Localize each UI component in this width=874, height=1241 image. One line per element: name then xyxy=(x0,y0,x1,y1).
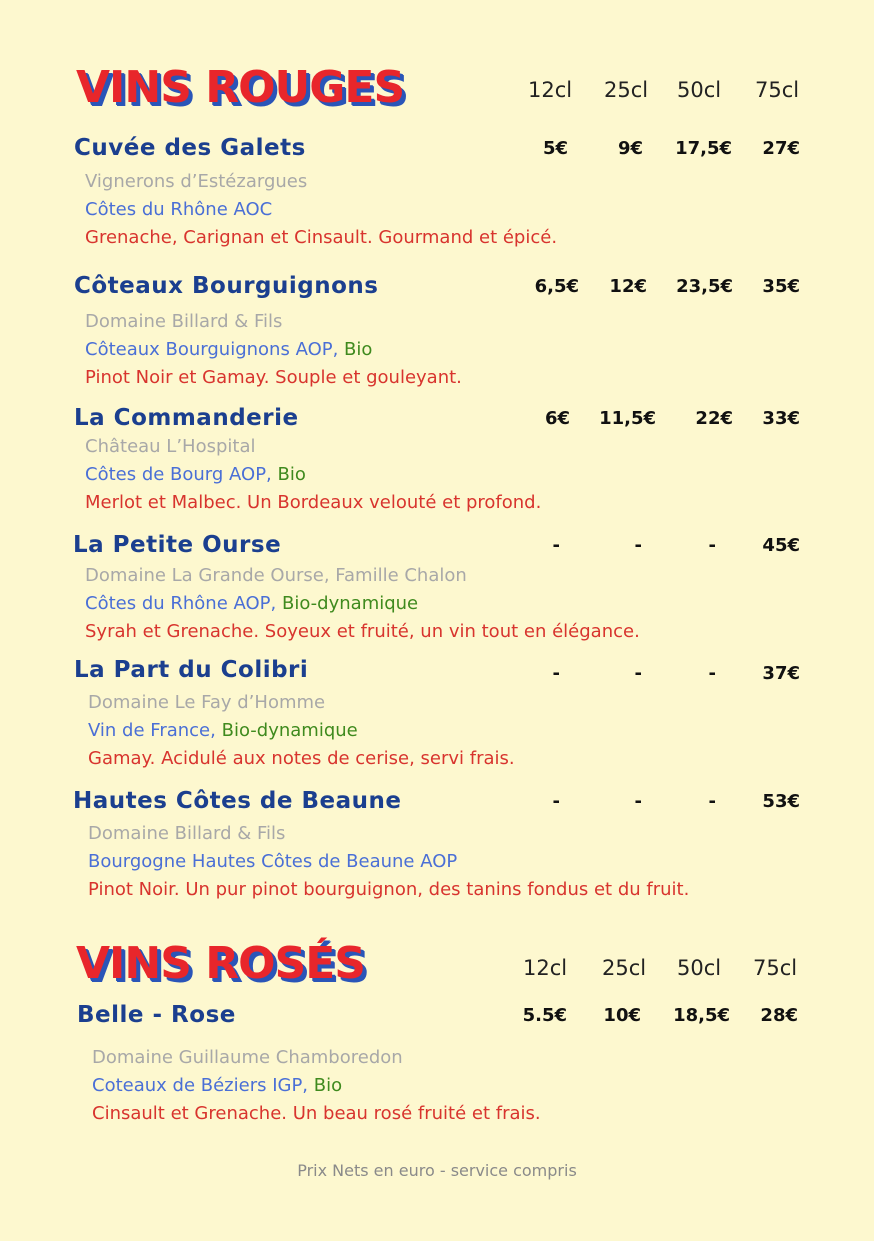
price-75cl: 33€ xyxy=(762,408,800,429)
wine-bio-label: Bio xyxy=(277,464,306,485)
wine-appellation-line xyxy=(85,199,272,220)
price-50cl: 22€ xyxy=(695,408,733,429)
wine-appellation: Côtes du Rhône AOC xyxy=(85,199,273,220)
price-12cl: 5.5€ xyxy=(522,1005,567,1026)
wine-name: Cuvée des Galets xyxy=(74,135,306,161)
price-75cl: 28€ xyxy=(760,1005,798,1026)
wine-name: Hautes Côtes de Beaune xyxy=(73,788,402,814)
wine-grapes: Merlot et Malbec. Un Bordeaux velouté et profond. xyxy=(85,492,542,513)
wine-domain: Domaine Billard & Fils xyxy=(85,311,283,332)
price-50cl: - xyxy=(708,535,716,556)
wine-domain: Domaine Guillaume Chamboredon xyxy=(92,1047,403,1068)
price-12cl: 6€ xyxy=(544,408,570,429)
wine-name: Belle - Rose xyxy=(77,1002,236,1028)
price-25cl: 11,5€ xyxy=(599,408,656,429)
wine-name: La Petite Ourse xyxy=(73,532,282,558)
wine-appellation: Vin de France, xyxy=(88,720,216,741)
wine-grapes: Pinot Noir et Gamay. Souple et gouleyant. xyxy=(85,367,462,388)
wine-bio-label: Bio xyxy=(344,339,373,360)
price-25cl: - xyxy=(634,663,642,684)
size-header-25cl: 25cl xyxy=(602,956,647,980)
wine-bio-label: Bio xyxy=(313,1075,343,1096)
wine-domain: Domaine Billard & Fils xyxy=(88,823,286,844)
size-header-75cl: 75cl xyxy=(755,78,800,102)
price-12cl: 5€ xyxy=(542,138,568,159)
wine-name: La Part du Colibri xyxy=(74,657,309,683)
wine-appellation-line xyxy=(92,1075,342,1096)
wine-grapes: Grenache, Carignan et Cinsault. Gourmand et épicé. xyxy=(85,227,558,248)
size-header-75cl: 75cl xyxy=(753,956,798,980)
size-header-12cl: 12cl xyxy=(523,956,568,980)
wine-appellation-line xyxy=(88,720,358,741)
price-75cl: 45€ xyxy=(762,535,800,556)
size-header-50cl: 50cl xyxy=(677,956,722,980)
section-title-vins-rouges: VINS ROUGES xyxy=(76,62,405,113)
wine-domain: Domaine Le Fay d’Homme xyxy=(88,692,326,713)
price-50cl: - xyxy=(708,791,716,812)
size-header-25cl: 25cl xyxy=(604,78,649,102)
wine-appellation: Côtes du Rhône AOP, xyxy=(85,593,277,614)
price-75cl: 37€ xyxy=(762,663,800,684)
size-header-50cl: 50cl xyxy=(677,78,722,102)
price-75cl: 27€ xyxy=(762,138,800,159)
wine-appellation: Côtes de Bourg AOP, xyxy=(85,464,272,485)
price-12cl: - xyxy=(552,535,560,556)
wine-name: La Commanderie xyxy=(74,405,299,431)
wine-grapes: Cinsault et Grenache. Un beau rosé fruité et frais. xyxy=(92,1103,541,1124)
wine-domain: Domaine La Grande Ourse, Famille Chalon xyxy=(85,565,467,586)
price-12cl: 6,5€ xyxy=(534,276,579,297)
price-25cl: 9€ xyxy=(617,138,643,159)
wine-appellation-line xyxy=(88,851,457,872)
wine-appellation-line xyxy=(85,593,418,614)
price-75cl: 53€ xyxy=(762,791,800,812)
price-12cl: - xyxy=(552,663,560,684)
price-50cl: 18,5€ xyxy=(673,1005,730,1026)
wine-appellation-line xyxy=(85,339,372,360)
wine-appellation: Bourgogne Hautes Côtes de Beaune AOP xyxy=(88,851,458,872)
price-50cl: 17,5€ xyxy=(675,138,732,159)
price-50cl: - xyxy=(708,663,716,684)
size-header-12cl: 12cl xyxy=(528,78,573,102)
price-25cl: 10€ xyxy=(603,1005,641,1026)
wine-grapes: Pinot Noir. Un pur pinot bourguignon, des tanins fondus et du fruit. xyxy=(88,879,690,900)
wine-appellation-line xyxy=(85,464,306,485)
wine-grapes: Gamay. Acidulé aux notes de cerise, servi frais. xyxy=(88,748,515,769)
price-12cl: - xyxy=(552,791,560,812)
price-25cl: - xyxy=(634,791,642,812)
section-title-vins-roses: VINS ROSÉS xyxy=(76,938,365,989)
wine-bio-label: Bio-dynamique xyxy=(281,593,419,614)
wine-appellation: Coteaux de Béziers IGP, xyxy=(92,1075,309,1096)
wine-domain: Vignerons d’Estézargues xyxy=(85,171,308,192)
wine-grapes: Syrah et Grenache. Soyeux et fruité, un vin tout en élégance. xyxy=(85,621,640,642)
wine-bio-label: Bio-dynamique xyxy=(221,720,358,741)
wine-name: Côteaux Bourguignons xyxy=(74,273,379,299)
wine-domain: Château L’Hospital xyxy=(85,436,256,457)
price-50cl: 23,5€ xyxy=(676,276,733,297)
price-25cl: 12€ xyxy=(609,276,647,297)
wine-appellation: Côteaux Bourguignons AOP, xyxy=(85,339,339,360)
price-25cl: - xyxy=(634,535,642,556)
footer-note: Prix Nets en euro - service compris xyxy=(297,1161,577,1180)
price-75cl: 35€ xyxy=(762,276,800,297)
